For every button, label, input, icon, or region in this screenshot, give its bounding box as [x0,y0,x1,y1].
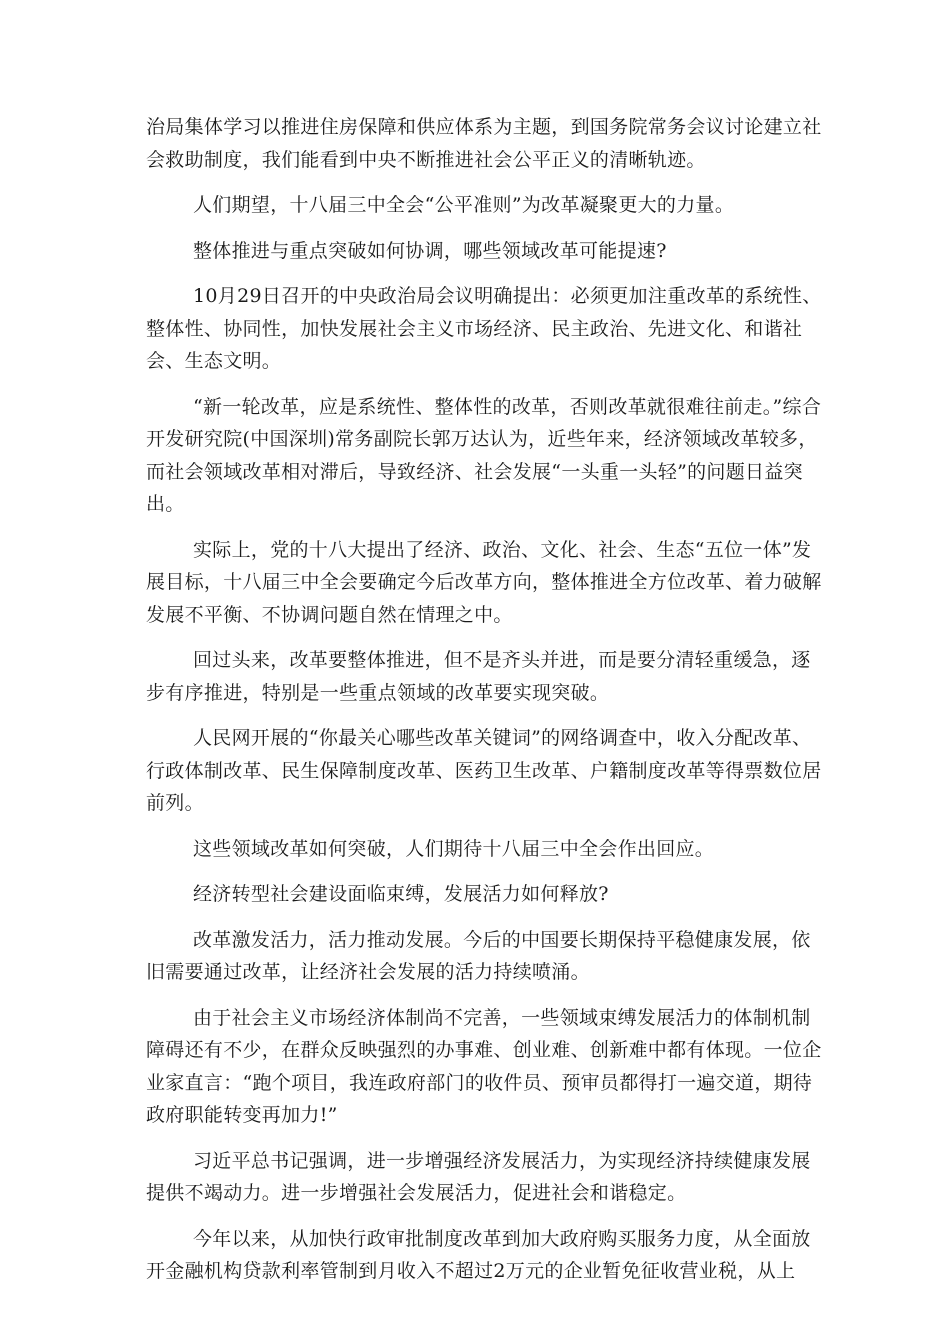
paragraph: 实际上，党的十八大提出了经济、政治、文化、社会、生态“五位一体”发展目标，十八届三中全会要确定今后改革方向，整体推进全方位改革、着力破解发展不平衡、不协调问题自然在情理之中。 [146,538,822,626]
paragraph: 这些领域改革如何突破，人们期待十八届三中全会作出回应。 [193,837,715,860]
paragraph: 10月29日召开的中央政治局会议明确提出：必须更加注重改革的系统性、整体性、协同性，加快发展社会主义市场经济、民主政治、先进文化、和谐社会、生态文明。 [146,285,822,372]
paragraph: 由于社会主义市场经济体制尚不完善，一些领域束缚发展活力的体制机制障碍还有不少，在群众反映强烈的办事难、创业难、创新难中都有体现。一位企业家直言：“跑个项目，我连政府部门的收件员、预审员都得打一遍交道，期待政府职能转变再加力!” [146,1006,822,1126]
paragraph: 今年以来，从加快行政审批制度改革到加大政府购买服务力度，从全面放开金融机构贷款利率管制到月收入不超过2万元的企业暂免征收营业税，从上 [146,1227,811,1282]
paragraph: 人民网开展的“你最关心哪些改革关键词”的网络调查中，收入分配改革、行政体制改革、民生保障制度改革、医药卫生改革、户籍制度改革等得票数位居前列。 [146,727,822,814]
paragraph: 改革激发活力，活力推动发展。今后的中国要长期保持平稳健康发展，依旧需要通过改革，让经济社会发展的活力持续喷涌。 [146,928,811,983]
paragraph: 习近平总书记强调，进一步增强经济发展活力，为实现经济持续健康发展提供不竭动力。进一步增强社会发展活力，促进社会和谐稳定。 [146,1149,811,1204]
paragraph: 人们期望，十八届三中全会“公平准则”为改革凝聚更大的力量。 [193,194,735,216]
paragraph: 回过头来，改革要整体推进，但不是齐头并进，而是要分清轻重缓急，逐步有序推进，特别是一些重点领域的改革要实现突破。 [146,649,811,704]
paragraph: 经济转型社会建设面临束缚，发展活力如何释放? [193,883,609,905]
paragraph: 治局集体学习以推进住房保障和供应体系为主题，到国务院常务会议讨论建立社会救助制度，我们能看到中央不断推进社会公平正义的清晰轨迹。 [146,116,822,171]
paragraph: 整体推进与重点突破如何协调，哪些领域改革可能提速? [193,239,667,262]
paragraph: “新一轮改革，应是系统性、整体性的改革，否则改革就很难往前走。”综合开发研究院(中国深圳)常务副院长郭万达认为，近些年来，经济领域改革较多，而社会领域改革相对滞后，导致经济、社会发展“一头重一头轻”的问题日益突出。 [146,395,822,515]
article-body [146,111,826,1301]
